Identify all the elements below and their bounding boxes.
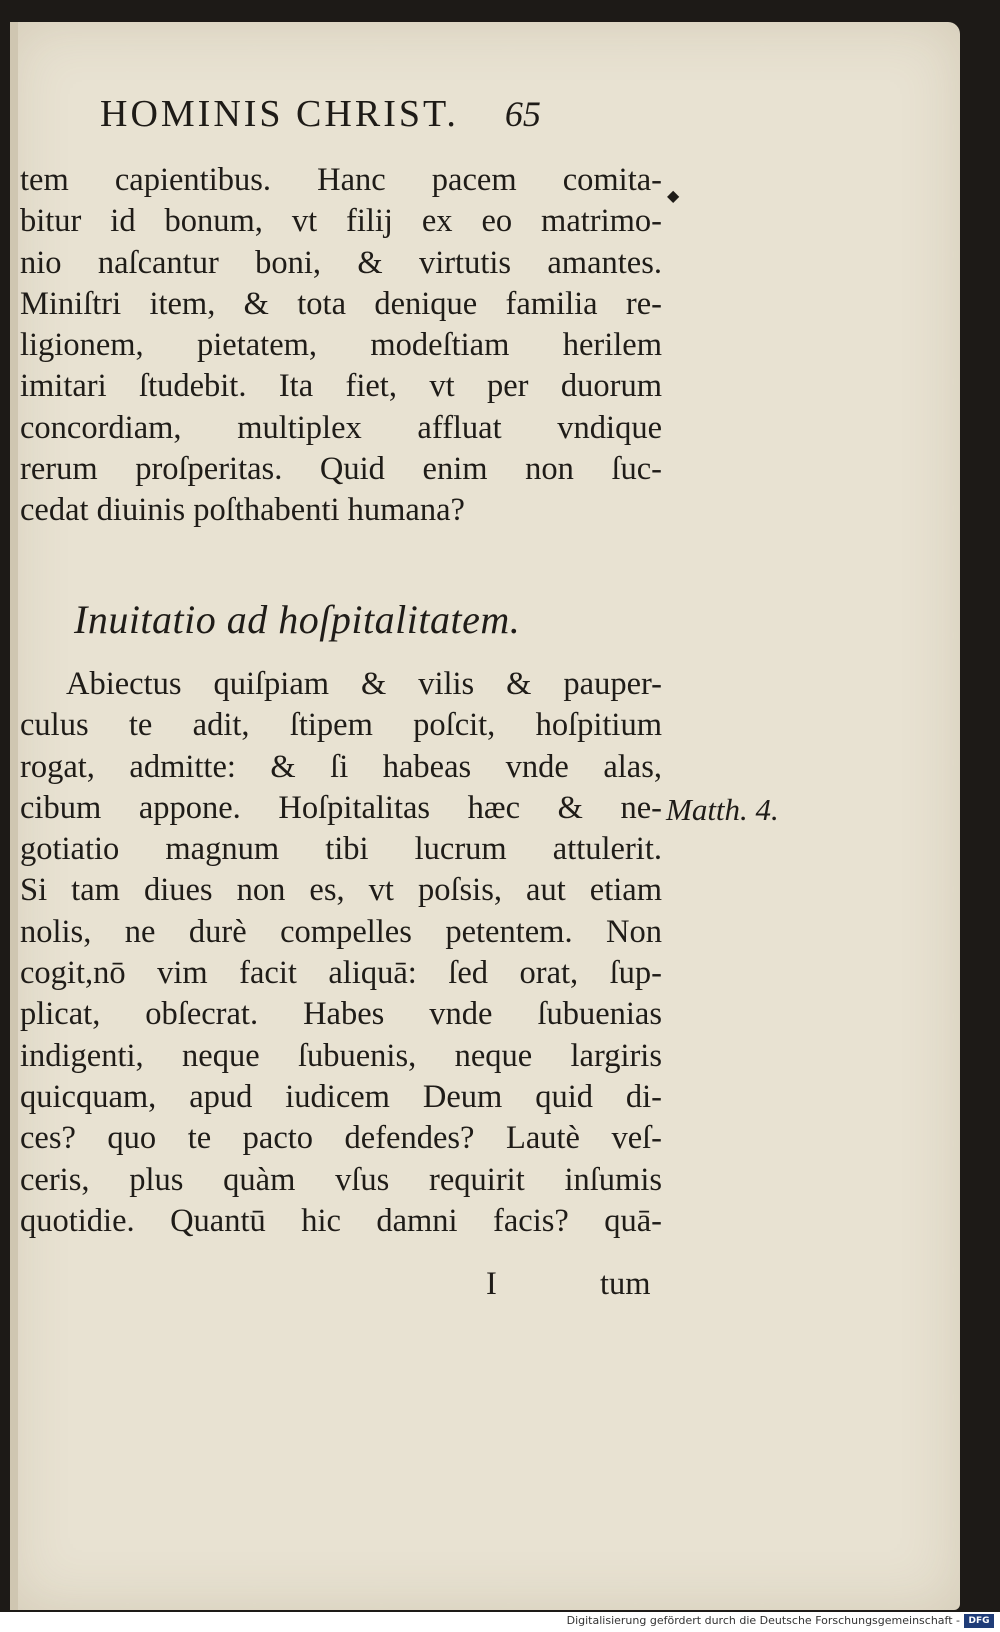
- text-line: quotidie. Quantū hic damni facis? quā-: [20, 1202, 662, 1239]
- text-line: culus te adit, ſtipem poſcit, hoſpitium: [20, 707, 662, 744]
- text-line: ces? quo te pacto defendes? Lautè veſ-: [20, 1120, 662, 1157]
- text-line: nio naſcantur boni, & virtutis amantes.: [20, 244, 662, 281]
- marginal-citation: Matth. 4.: [666, 792, 779, 827]
- text-line: imitari ſtudebit. Ita fiet, vt per duorum: [20, 368, 662, 405]
- catchword: tum: [600, 1266, 651, 1302]
- paragraph-1: [20, 160, 662, 532]
- running-title: HOMINIS CHRIST.: [100, 93, 459, 135]
- section-heading: Inuitatio ad hoſpitalitatem.: [74, 597, 521, 642]
- text-line: indigenti, neque ſubuenis, neque largiris: [20, 1037, 662, 1074]
- signature-mark: I: [486, 1266, 497, 1302]
- text-line: quicquam, apud iudicem Deum quid di-: [20, 1078, 662, 1115]
- text-line: gotiatio magnum tibi lucrum attulerit.: [20, 831, 662, 868]
- page-gutter: [10, 22, 18, 1610]
- page-number: 65: [504, 94, 541, 134]
- text-line: bitur id bonum, vt filij ex eo matrimo-: [20, 203, 662, 240]
- text-line: Miniſtri item, & tota denique familia re-: [20, 285, 662, 322]
- text-line: ligionem, pietatem, modeſtiam herilem: [20, 327, 662, 364]
- dfg-logo[interactable]: DFG: [964, 1614, 994, 1628]
- text-line: Si tam diues non es, vt poſsis, aut etiam: [20, 872, 662, 909]
- paragraph-2: [20, 664, 662, 1242]
- text-line: cibum appone. Hoſpitalitas hæc & ne-: [20, 789, 662, 826]
- text-line: cogit,nō vim facit aliquā: ſed orat, ſup-: [20, 955, 662, 992]
- margin-mark-icon: ◆: [667, 186, 680, 205]
- text-line: nolis, ne durè compelles petentem. Non: [20, 913, 662, 950]
- text-line: concordiam, multiplex affluat vndique: [20, 409, 662, 446]
- digitization-ribbon: [0, 1612, 1000, 1632]
- text-line: plicat, obſecrat. Habes vnde ſubuenias: [20, 996, 662, 1033]
- text-line: tem capientibus. Hanc pacem comita-: [20, 162, 662, 198]
- page-footer: [20, 1266, 662, 1310]
- page-header: [100, 92, 660, 152]
- text-line: Abiectus quiſpiam & vilis & pauper-: [66, 666, 662, 702]
- text-line: rogat, admitte: & ſi habeas vnde alas,: [20, 748, 662, 785]
- text-line: cedat diuinis poſthabenti humana?: [20, 492, 465, 529]
- text-line: ceris, plus quàm vſus requirit inſumis: [20, 1161, 662, 1198]
- text-line: rerum proſperitas. Quid enim non ſuc-: [20, 451, 662, 488]
- funding-note: Digitalisierung gefördert durch die Deutsche Forschungsgemeinschaft -: [566, 1614, 960, 1627]
